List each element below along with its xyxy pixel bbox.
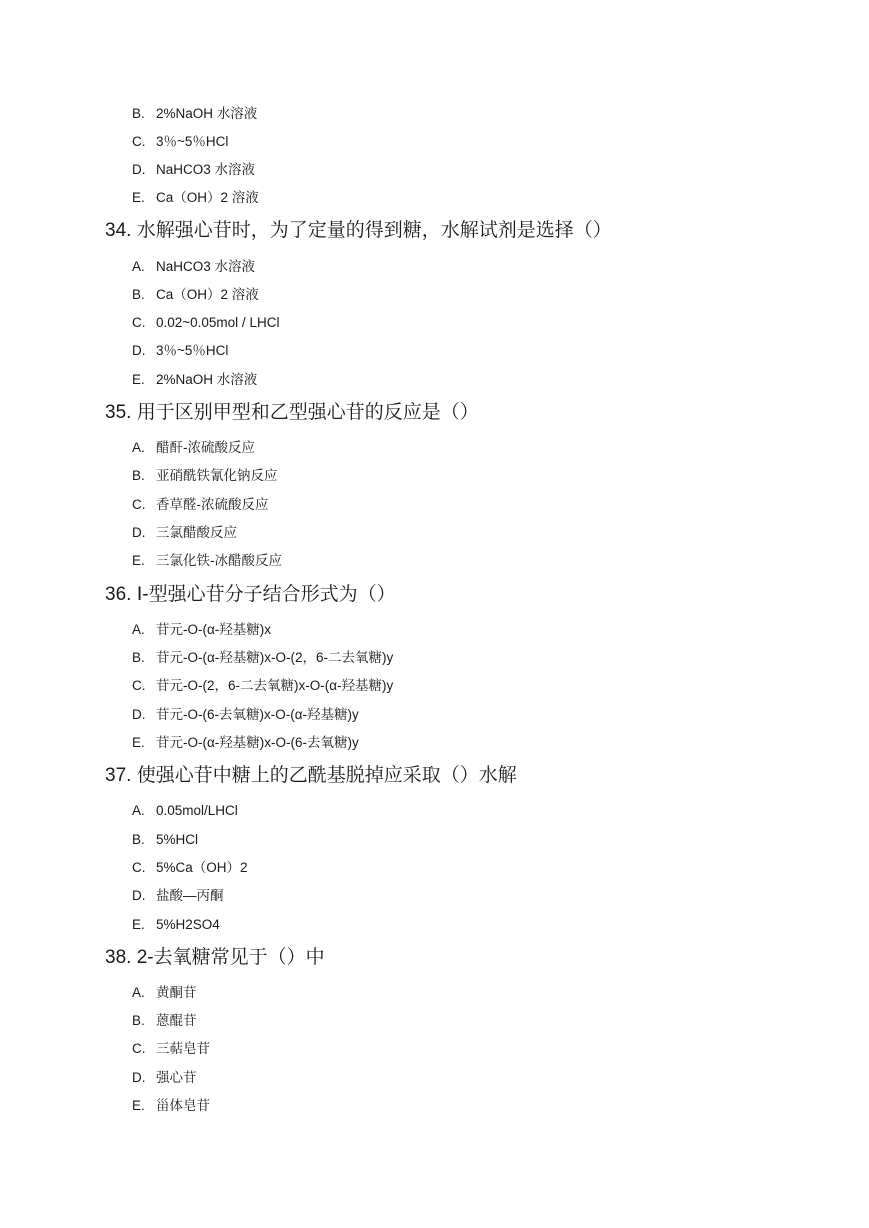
option-letter: A. [132,259,145,274]
option-letter: A. [132,440,145,455]
option-letter: B. [132,1013,145,1028]
q33-option-b [132,105,257,123]
option-letter: D. [132,888,146,903]
option-letter: E. [132,735,145,750]
option-letter: B. [132,106,145,121]
option-text: 黄酮苷 [156,985,197,1000]
question-number: 38. [105,947,132,968]
option-text: 3％~5％HCl [156,134,229,149]
option-text: 苷元-O-(α-羟基糖)x-O-(2，6-二去氧糖)y [156,650,394,665]
q36-option-b [132,649,393,667]
option-letter: D. [132,162,146,177]
option-text: 苷元-O-(2，6-二去氧糖)x-O-(α-羟基糖)y [156,678,394,693]
q38-option-e [132,1097,210,1115]
option-letter: A. [132,803,145,818]
question-34 [105,218,612,244]
option-letter: A. [132,622,145,637]
q38-option-d [132,1069,197,1087]
option-text: 三氯化铁-冰醋酸反应 [156,553,282,568]
option-text: 0.02~0.05mol / LHCl [156,315,280,330]
q36-option-c [132,677,393,695]
q35-option-e [132,552,282,570]
option-text: 三萜皂苷 [156,1041,210,1056]
option-letter: E. [132,190,145,205]
option-text: 盐酸—丙酮 [156,888,224,903]
option-text: 3％~5％HCl [156,343,229,358]
q35-option-b [132,467,278,485]
option-letter: E. [132,372,145,387]
q34-option-b [132,286,259,304]
question-number: 35. [105,402,132,423]
question-38 [105,945,325,971]
option-text: 0.05mol/LHCl [156,803,238,818]
q33-option-c [132,133,228,151]
q33-option-d [132,161,255,179]
question-36 [105,582,396,608]
question-35 [105,400,479,426]
q35-option-a [132,439,255,457]
option-letter: D. [132,1070,146,1085]
option-text: 香草醛-浓硫酸反应 [156,497,269,512]
option-text: 醋酐-浓硫酸反应 [156,440,255,455]
option-letter: C. [132,497,146,512]
option-text: Ca（OH）2 溶液 [156,190,259,205]
option-text: NaHCO3 水溶液 [156,162,256,177]
option-text: 5%Ca（OH）2 [156,860,248,875]
q36-option-e [132,734,359,752]
question-text: 用于区别甲型和乙型强心苷的反应是（） [136,402,479,423]
question-text: 2-去氧糖常见于（）中 [136,947,325,968]
option-text: NaHCO3 水溶液 [156,259,256,274]
option-letter: B. [132,468,145,483]
q34-option-d [132,342,228,360]
option-letter: E. [132,917,145,932]
q37-option-d [132,887,224,905]
option-letter: D. [132,525,146,540]
option-letter: B. [132,650,145,665]
question-text: 水解强心苷时，为了定量的得到糖，水解试剂是选择（） [136,220,612,241]
option-letter: E. [132,553,145,568]
option-text: 蒽醌苷 [156,1013,197,1028]
option-text: 三氯醋酸反应 [156,525,237,540]
option-text: 强心苷 [156,1070,197,1085]
option-letter: C. [132,678,146,693]
option-letter: C. [132,1041,146,1056]
q38-option-b [132,1012,197,1030]
q37-option-e [132,916,220,934]
q36-option-d [132,706,359,724]
option-letter: B. [132,832,145,847]
q37-option-a [132,802,238,820]
option-letter: C. [132,315,146,330]
option-text: 苷元-O-(6-去氧糖)x-O-(α-羟基糖)y [156,707,359,722]
q37-option-c [132,859,248,877]
option-letter: D. [132,343,146,358]
option-letter: E. [132,1098,145,1113]
q34-option-a [132,258,255,276]
option-text: 2%NaOH 水溶液 [156,106,258,121]
q36-option-a [132,621,271,639]
option-letter: B. [132,287,145,302]
q35-option-d [132,524,237,542]
q33-option-e [132,189,259,207]
q35-option-c [132,496,269,514]
option-text: 5%H2SO4 [156,917,220,932]
option-text: 5%HCl [156,832,199,847]
q38-option-a [132,984,197,1002]
q34-option-c [132,314,279,332]
q34-option-e [132,371,257,389]
question-text: Ⅰ-型强心苷分子结合形式为（） [136,584,396,605]
question-37 [105,763,517,789]
question-text: 使强心苷中糖上的乙酰基脱掉应采取（）水解 [136,765,517,786]
option-text: 苷元-O-(α-羟基糖)x [156,622,272,637]
q37-option-b [132,831,198,849]
question-number: 36. [105,584,132,605]
option-text: 亚硝酰铁氰化钠反应 [156,468,278,483]
option-text: 苷元-O-(α-羟基糖)x-O-(6-去氧糖)y [156,735,359,750]
option-text: 2%NaOH 水溶液 [156,372,258,387]
option-letter: C. [132,860,146,875]
question-number: 37. [105,765,132,786]
option-text: Ca（OH）2 溶液 [156,287,259,302]
q38-option-c [132,1040,210,1058]
option-letter: C. [132,134,146,149]
question-number: 34. [105,220,132,241]
option-letter: A. [132,985,145,1000]
option-text: 甾体皂苷 [156,1098,210,1113]
option-letter: D. [132,707,146,722]
